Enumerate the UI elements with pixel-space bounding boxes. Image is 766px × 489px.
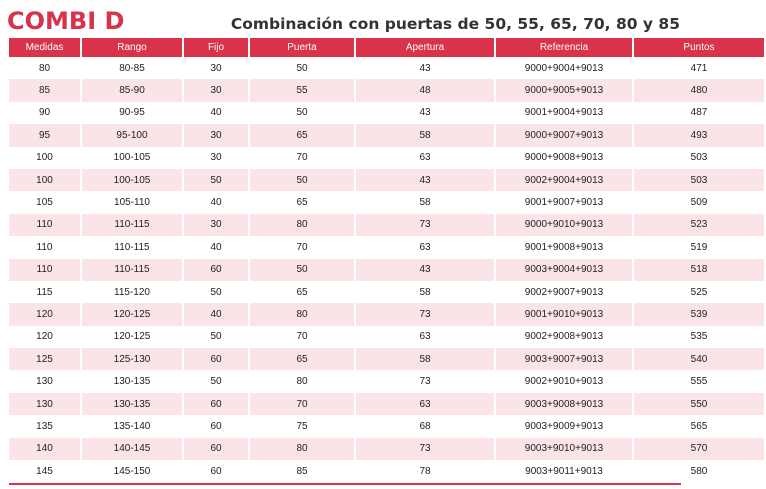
table-cell: 68 [419,420,431,432]
table-cell: 100 [9,169,80,191]
table-cell: 78 [419,465,431,477]
table-cell: 540 [634,348,764,370]
table-cell: 73 [356,438,494,460]
table-cell: 90-95 [119,107,145,119]
header-medidas: Medidas [9,38,80,57]
table-cell: 43 [356,259,494,281]
page-subtitle: Combinación con puertas de 50, 55, 65, 70, 80 y 85 [230,15,680,33]
table-cell: 63 [419,152,431,164]
table-row [9,259,764,281]
bottom-rule [9,483,681,485]
table-cell: 43 [419,107,431,119]
table-row [9,438,764,460]
table-cell: 58 [419,286,431,298]
page-title: COMBI D [7,7,125,35]
table-cell: 135 [36,420,53,432]
table-cell: 85 [9,79,80,101]
table-cell: 63 [419,331,431,343]
table-row [9,460,764,482]
table-row [9,303,764,325]
table-cell: 65 [250,124,354,146]
table-cell: 80 [38,62,51,74]
table-row [9,124,764,146]
combi-table [7,38,766,482]
table-cell: 95-100 [82,124,182,146]
header-fijo: Fijo [184,38,248,57]
table-cell: 9002+9007+9013 [524,286,604,298]
table-cell: 30 [184,79,248,101]
table-cell: 120 [9,303,80,325]
table-row [9,147,764,169]
table-cell: 503 [690,152,708,164]
table-cell: 9001+9004+9013 [524,107,604,119]
table-cell: 85 [296,465,308,477]
table-cell: 125-130 [82,348,182,370]
table-row [9,393,764,415]
table-cell: 9003+9008+9013 [496,393,632,415]
table-cell: 9003+9010+9013 [496,438,632,460]
table-cell: 523 [634,214,764,236]
table-cell: 105-110 [114,197,150,209]
table-cell: 110-115 [82,259,182,281]
table-cell: 110 [9,259,80,281]
table-cell: 75 [296,420,308,432]
table-cell: 580 [690,465,708,477]
table-cell: 40 [210,241,222,253]
table-cell: 487 [690,107,708,119]
table-cell: 565 [690,420,708,432]
table-cell: 48 [356,79,494,101]
table-cell: 550 [634,393,764,415]
table-cell: 73 [419,376,431,388]
header-puerta: Puerta [250,38,354,57]
table-cell: 9002+9010+9013 [524,376,604,388]
table-cell: 135-140 [113,420,151,432]
table-cell: 80-85 [119,62,145,74]
table-row [9,236,764,258]
table-cell: 130-135 [82,393,182,415]
table-cell: 70 [296,152,308,164]
table-cell: 70 [296,241,308,253]
table-cell: 90 [38,107,51,119]
table-cell: 509 [690,197,708,209]
table-cell: 50 [296,62,308,74]
table-cell: 130 [9,393,80,415]
table-cell: 100 [36,152,53,164]
table-cell: 525 [690,286,708,298]
table-cell: 80 [250,214,354,236]
table-cell: 60 [184,348,248,370]
table-cell: 9001+9008+9013 [524,241,604,253]
table-cell: 145 [36,465,53,477]
table-cell: 9000+9010+9013 [496,214,632,236]
table-cell: 9003+9009+9013 [524,420,604,432]
table-row [9,326,764,348]
table-cell: 110 [36,241,53,253]
table-cell: 110 [9,214,80,236]
table-cell: 60 [210,420,222,432]
table-cell: 85-90 [82,79,182,101]
table-cell: 58 [419,197,431,209]
table-cell: 95 [9,124,80,146]
table-cell: 30 [210,152,222,164]
table-cell: 100-105 [113,152,151,164]
header-referencia: Referencia [496,38,632,57]
table-cell: 58 [356,124,494,146]
table-cell: 65 [296,286,308,298]
table-cell: 120-125 [82,303,182,325]
table-cell: 115 [36,286,53,298]
table-cell: 471 [690,62,708,74]
table-row [9,348,764,370]
table-cell: 140 [9,438,80,460]
table-cell: 9002+9004+9013 [496,169,632,191]
table-cell: 9000+9005+9013 [496,79,632,101]
table-cell: 570 [634,438,764,460]
table-cell: 40 [210,107,222,119]
table-row [9,102,764,124]
table-cell: 130 [36,376,53,388]
table-cell: 58 [356,348,494,370]
table-cell: 50 [210,286,222,298]
table-cell: 100-105 [82,169,182,191]
table-cell: 43 [419,62,431,74]
table-cell: 9000+9007+9013 [496,124,632,146]
table-cell: 518 [634,259,764,281]
table-cell: 555 [690,376,708,388]
table-cell: 63 [419,241,431,253]
table-cell: 40 [184,303,248,325]
table-cell: 65 [296,197,308,209]
table-cell: 535 [690,331,708,343]
table-cell: 140-145 [82,438,182,460]
table-cell: 50 [250,259,354,281]
table-cell: 9001+9007+9013 [524,197,604,209]
table-cell: 9003+9011+9013 [525,465,603,477]
header-apertura: Apertura [356,38,494,57]
table-cell: 9001+9010+9013 [496,303,632,325]
table-cell: 145-150 [113,465,151,477]
table-cell: 60 [184,393,248,415]
table-cell: 120 [36,331,53,343]
table-cell: 110-115 [114,241,150,253]
table-cell: 480 [634,79,764,101]
table-row [9,57,764,79]
table-cell: 43 [356,169,494,191]
table-cell: 70 [250,393,354,415]
table-cell: 60 [184,259,248,281]
table-cell: 80 [250,303,354,325]
table-row [9,191,764,213]
table-cell: 9003+9004+9013 [496,259,632,281]
table-cell: 65 [250,348,354,370]
table-cell: 70 [296,331,308,343]
table-cell: 110-115 [82,214,182,236]
table-cell: 50 [184,169,248,191]
table-row [9,281,764,303]
table-cell: 50 [296,107,308,119]
table-cell: 63 [356,393,494,415]
table-cell: 30 [184,124,248,146]
table-cell: 30 [184,214,248,236]
table-cell: 539 [634,303,764,325]
table-cell: 9002+9008+9013 [524,331,604,343]
table-cell: 125 [9,348,80,370]
header-rango: Rango [82,38,182,57]
table-cell: 9000+9004+9013 [524,62,604,74]
table-cell: 50 [210,376,222,388]
table-cell: 55 [250,79,354,101]
table-cell: 50 [210,331,222,343]
table-cell: 503 [634,169,764,191]
table-row [9,415,764,437]
table-cell: 80 [250,438,354,460]
table-cell: 115-120 [114,286,150,298]
table-cell: 519 [690,241,708,253]
table-cell: 40 [210,197,222,209]
table-cell: 120-125 [113,331,151,343]
table-cell: 105 [36,197,53,209]
table-cell: 60 [184,438,248,460]
table-header-row [9,38,764,57]
table-cell: 130-135 [113,376,151,388]
table-cell: 30 [210,62,222,74]
table-cell: 50 [250,169,354,191]
table-cell: 493 [634,124,764,146]
table-row [9,214,764,236]
header-puntos: Puntos [634,38,764,57]
table-cell: 73 [356,214,494,236]
table-row [9,370,764,392]
table-cell: 60 [210,465,222,477]
table-cell: 9003+9007+9013 [496,348,632,370]
table-cell: 73 [356,303,494,325]
table-row [9,169,764,191]
table-cell: 9000+9008+9013 [524,152,604,164]
table-cell: 80 [296,376,308,388]
table-row [9,79,764,101]
